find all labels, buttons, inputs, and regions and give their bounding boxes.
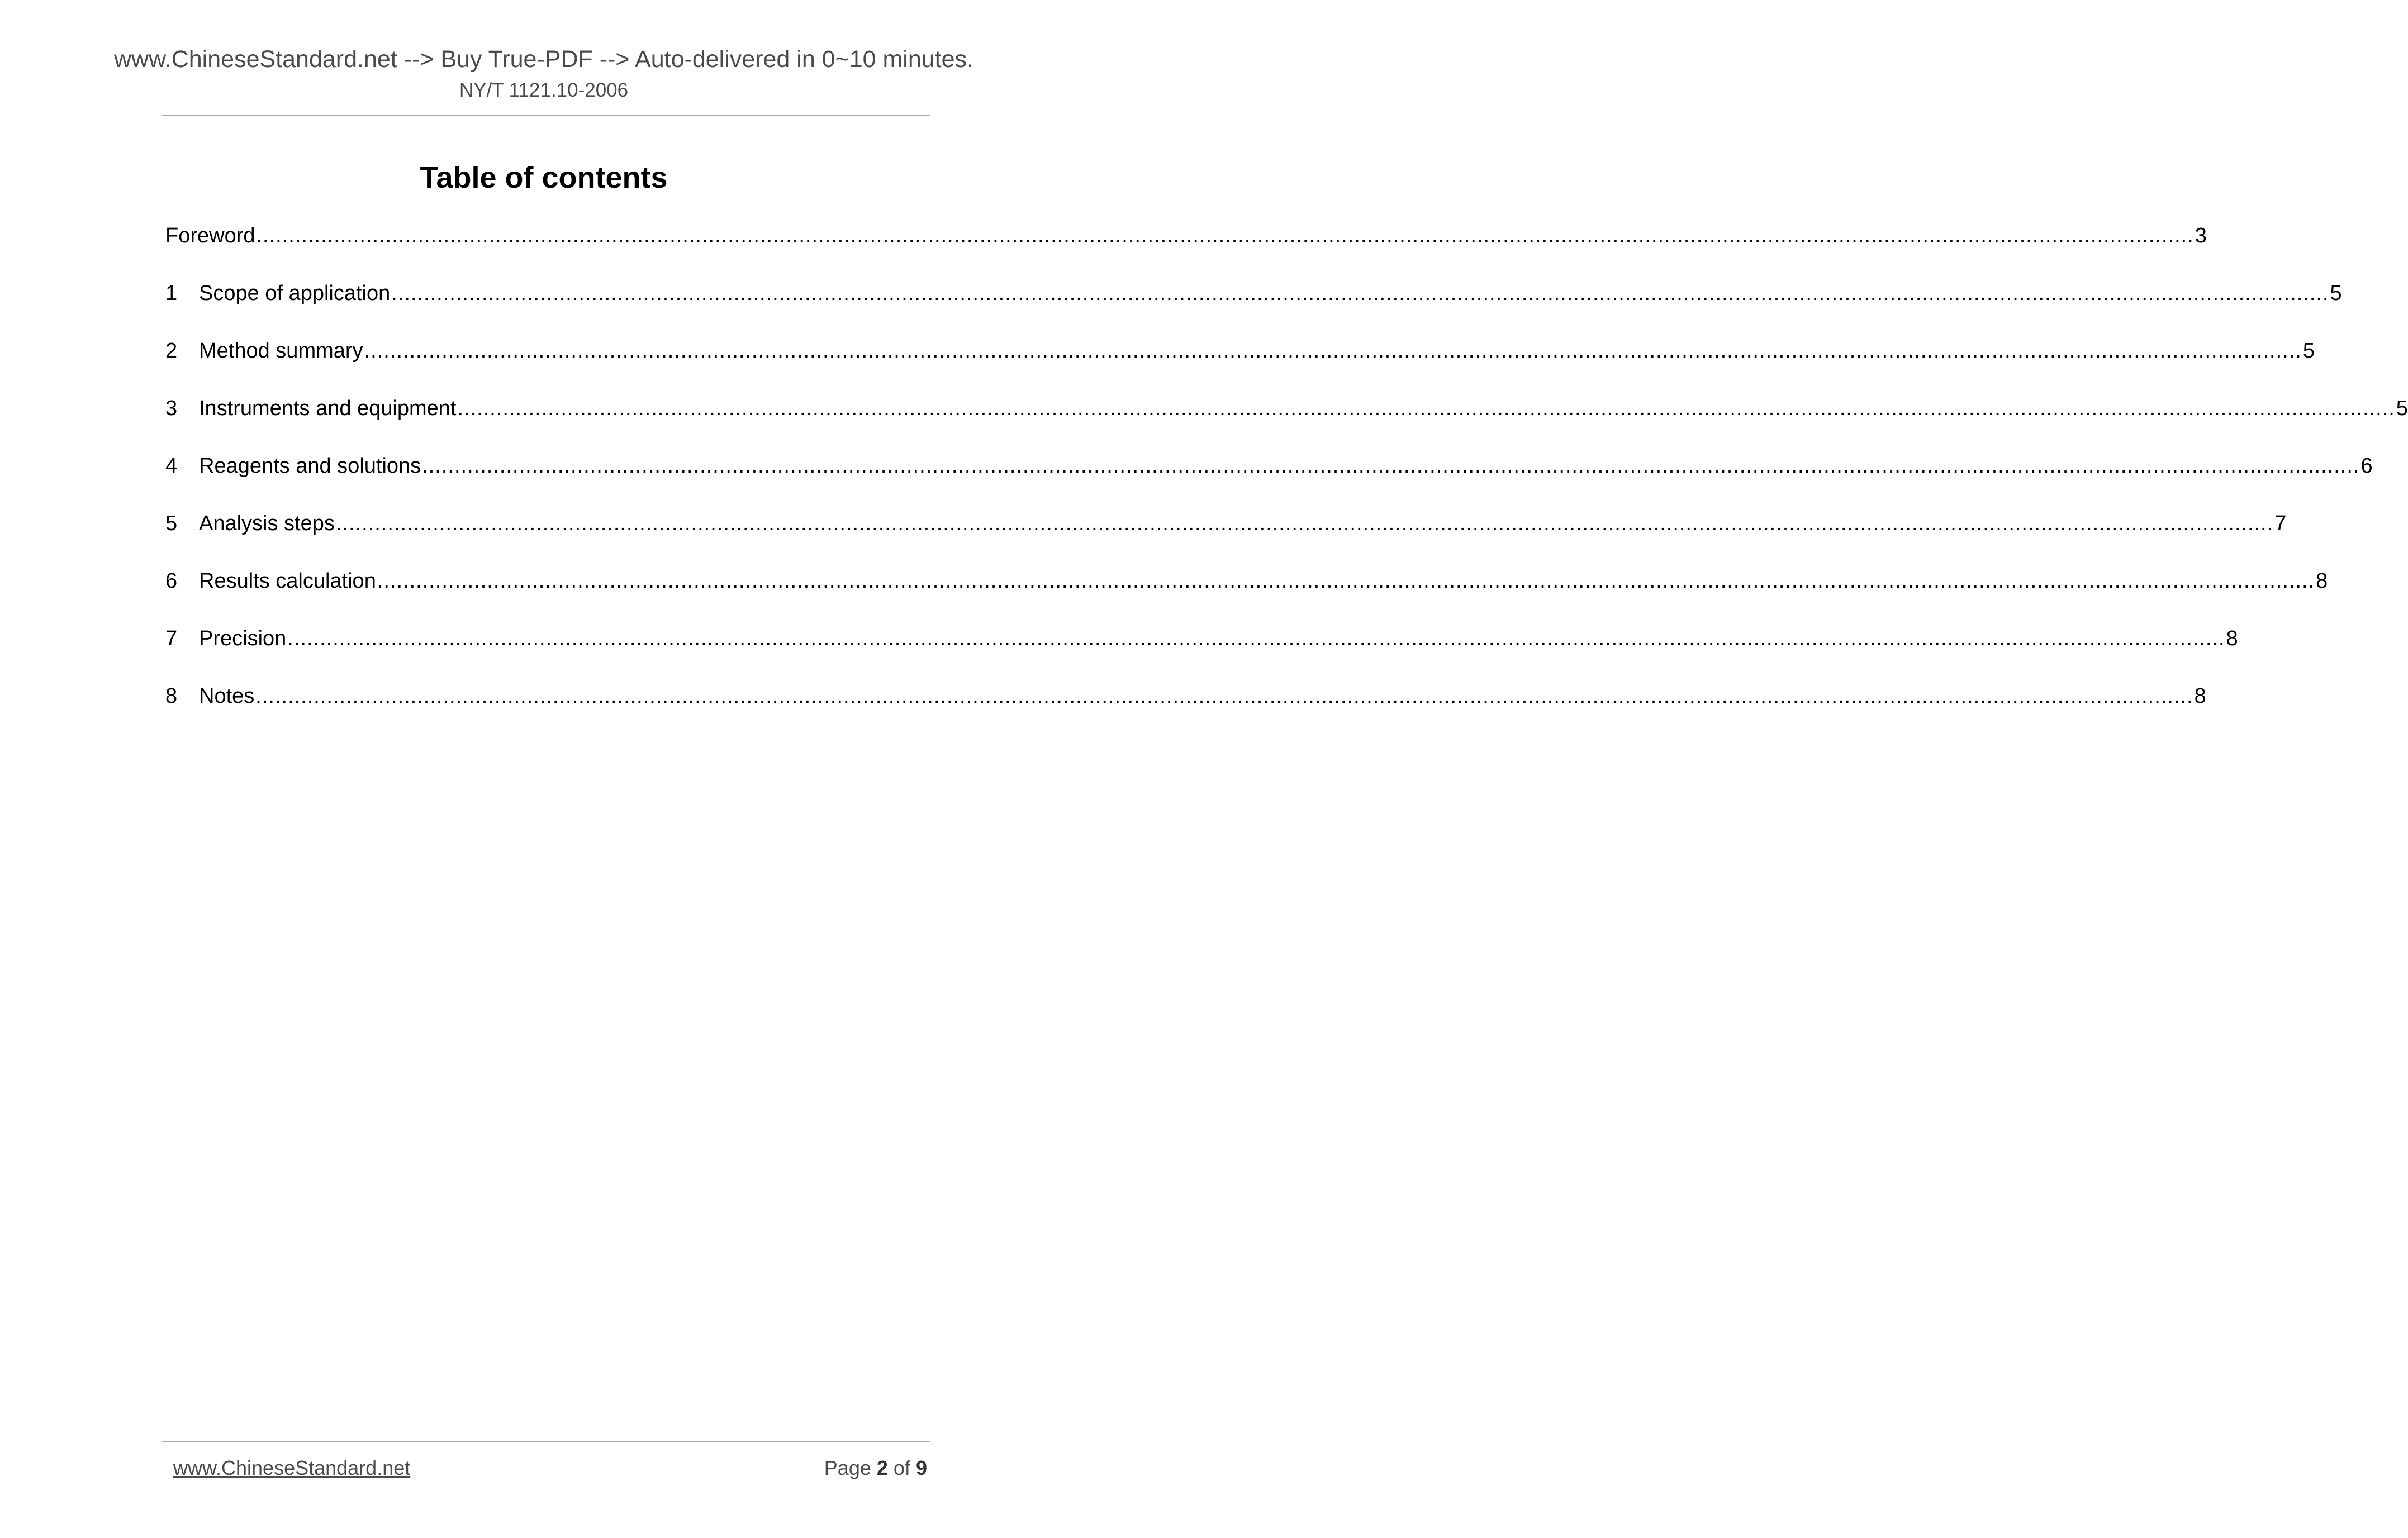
toc-entry-page: 6 (2360, 454, 2373, 478)
toc-entry-number: 7 (165, 627, 178, 650)
toc-entry-page: 5 (2302, 339, 2315, 363)
toc-leader-dots: ............................................................................................................................................................................................................................................................................................................ (457, 397, 2395, 420)
toc-entry-number: 5 (165, 512, 178, 535)
toc-entry-number: 6 (165, 569, 178, 593)
toc-leader-dots: ............................................................................................................................................................................................................................................................................................................ (364, 339, 2302, 363)
toc-entry-label: Results calculation (199, 569, 376, 593)
toc-entry-page: 8 (2194, 684, 2206, 708)
toc-leader-dots: ............................................................................................................................................................................................................................................................................................................ (287, 627, 2225, 650)
header-divider (162, 115, 930, 116)
toc-entry-label: Foreword (165, 224, 255, 247)
page-title: Table of contents (420, 161, 668, 194)
page-indicator (824, 1455, 927, 1482)
toc-entry-label: Analysis steps (199, 512, 335, 535)
page-current: 2 (876, 1456, 888, 1479)
toc-entry-precision[interactable] (165, 622, 2238, 679)
toc-entry-label: Reagents and solutions (199, 454, 421, 478)
toc-entry-reagents[interactable] (165, 449, 2373, 507)
toc-entry-label: Scope of application (199, 282, 391, 305)
page-of: of (893, 1456, 910, 1479)
table-of-contents (165, 219, 2408, 737)
footer-divider (162, 1441, 930, 1442)
toc-entry-page: 5 (2396, 397, 2408, 420)
header-banner: www.ChineseStandard.net --> Buy True-PDF --> Auto-delivered in 0~10 minutes. (113, 46, 973, 73)
toc-leader-dots: ............................................................................................................................................................................................................................................................................................................ (377, 569, 2315, 593)
toc-entry-number: 2 (165, 339, 178, 363)
toc-entry-method-summary[interactable] (165, 334, 2315, 392)
toc-leader-dots: ............................................................................................................................................................................................................................................................................................................ (256, 224, 2194, 247)
toc-entry-label: Notes (199, 684, 255, 708)
toc-entry-label: Precision (199, 627, 287, 650)
toc-entry-instruments[interactable] (165, 392, 2408, 449)
toc-entry-page: 5 (2330, 282, 2342, 305)
toc-entry-results-calculation[interactable] (165, 564, 2328, 622)
toc-leader-dots: ............................................................................................................................................................................................................................................................................................................ (422, 454, 2360, 478)
toc-entry-notes[interactable] (165, 679, 2206, 737)
standard-code: NY/T 1121.10-2006 (459, 79, 629, 101)
toc-entry-label: Method summary (199, 339, 363, 363)
toc-entry-page: 8 (2316, 569, 2328, 593)
toc-entry-number: 4 (165, 454, 178, 478)
toc-entry-label: Instruments and equipment (199, 397, 457, 420)
toc-entry-number: 3 (165, 397, 178, 420)
toc-entry-page: 8 (2226, 627, 2238, 650)
toc-entry-page: 7 (2274, 512, 2287, 535)
page-prefix: Page (824, 1456, 871, 1479)
toc-entry-scope[interactable] (165, 277, 2342, 334)
footer-site-link[interactable]: www.ChineseStandard.net (173, 1456, 411, 1479)
toc-leader-dots: ............................................................................................................................................................................................................................................................................................................ (335, 512, 2274, 535)
toc-entry-analysis-steps[interactable] (165, 507, 2287, 564)
toc-leader-dots: ............................................................................................................................................................................................................................................................................................................ (255, 684, 2193, 708)
toc-entry-page: 3 (2195, 224, 2207, 247)
toc-entry-number: 8 (165, 684, 178, 708)
toc-entry-foreword[interactable] (165, 219, 2207, 277)
toc-entry-number: 1 (165, 282, 178, 305)
toc-leader-dots: ............................................................................................................................................................................................................................................................................................................ (391, 282, 2329, 305)
page-total: 9 (915, 1456, 927, 1479)
